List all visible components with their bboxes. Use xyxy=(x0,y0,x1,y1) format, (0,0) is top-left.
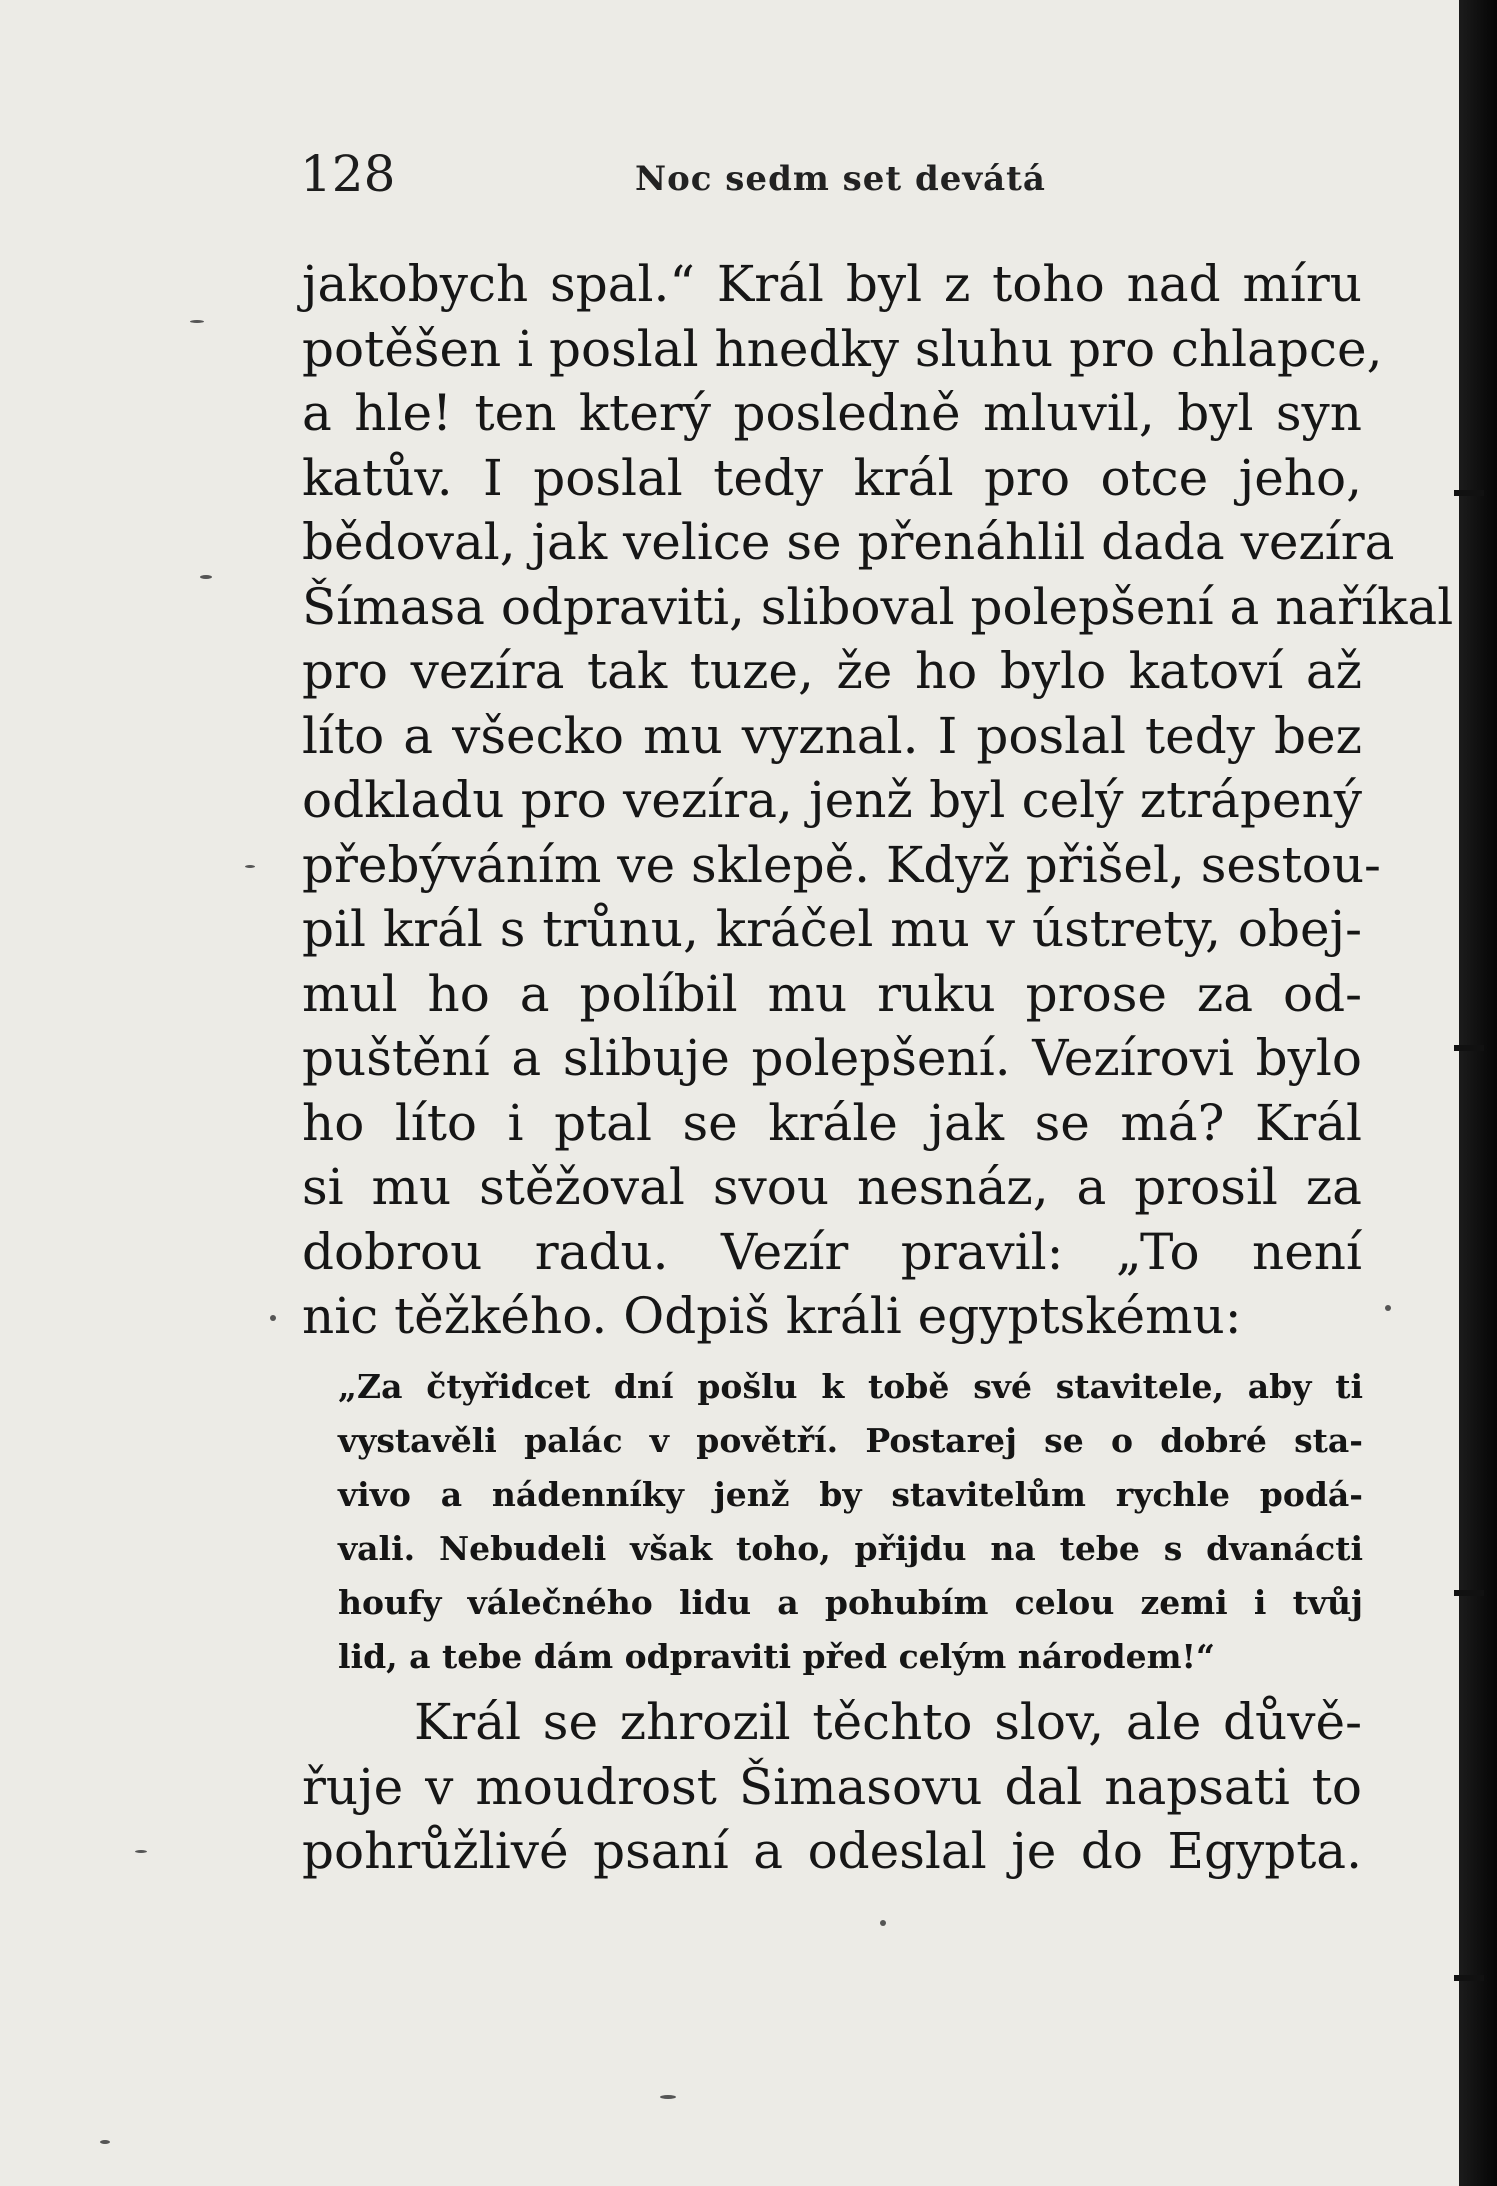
letter-line: vystavěli palác v povětří. Postarej se o dobré sta- xyxy=(338,1421,1363,1460)
letter-line: „Za čtyřidcet dní pošlu k tobě své stavitele, aby ti xyxy=(338,1367,1363,1406)
scan-speck xyxy=(245,865,255,868)
scan-speck xyxy=(880,1920,886,1926)
body-text xyxy=(302,252,1454,1349)
letter-line: lid, a tebe dám odpraviti před celým národem!“ xyxy=(338,1637,1216,1676)
closing-paragraph xyxy=(302,1690,1362,1884)
text-line: jakobych spal.“ Král byl z toho nad míru xyxy=(302,255,1362,313)
letter-line: houfy válečného lidu a pohubím celou zemi i tvůj xyxy=(338,1583,1363,1622)
text-line: puštění a slibuje polepšení. Vezírovi bylo xyxy=(302,1029,1362,1087)
text-line: líto a všecko mu vyznal. I poslal tedy bez xyxy=(302,706,1362,765)
letter-line: vali. Nebudeli však toho, přijdu na tebe s dvanácti xyxy=(338,1529,1363,1568)
scan-speck xyxy=(135,1850,147,1853)
text-line: a hle! ten který posledně mluvil, byl syn xyxy=(302,384,1362,442)
binding-mark xyxy=(1454,490,1484,496)
quoted-letter xyxy=(338,1360,1363,1684)
scan-speck xyxy=(1385,1305,1391,1311)
text-line: nic těžkého. Odpiš králi egyptskému: xyxy=(302,1287,1242,1345)
scan-speck xyxy=(200,575,212,579)
text-line: řuje v moudrost Šimasovu dal napsati to xyxy=(302,1757,1362,1816)
text-line: bědoval, jak velice se přenáhlil dada vezíra xyxy=(302,513,1395,571)
scan-speck xyxy=(660,2095,676,2099)
scan-speck xyxy=(100,2140,110,2144)
text-line: pro vezíra tak tuze, že ho bylo katoví až xyxy=(302,642,1362,700)
running-head: Noc sedm set devátá xyxy=(635,159,1046,199)
letter-line: vivo a nádenníky jenž by stavitelům rychle podá- xyxy=(338,1475,1363,1514)
text-line: přebýváním ve sklepě. Když přišel, sestou- xyxy=(302,835,1381,894)
text-line: ho líto i ptal se krále jak se má? Král xyxy=(302,1093,1362,1152)
page-header xyxy=(300,145,1380,205)
scan-speck xyxy=(190,320,204,323)
text-line: Šímasa odpraviti, sliboval polepšení a naříkal xyxy=(302,577,1454,636)
text-line: pil král s trůnu, kráčel mu v ústrety, obej- xyxy=(302,900,1362,958)
book-binding-edge xyxy=(1462,0,1497,2186)
text-line: katův. I poslal tedy král pro otce jeho, xyxy=(302,448,1362,507)
binding-mark xyxy=(1454,1590,1484,1596)
text-line: pohrůžlivé psaní a odeslal je do Egypta. xyxy=(302,1822,1362,1880)
text-line: odkladu pro vezíra, jenž byl celý ztrápený xyxy=(302,771,1362,829)
text-line: potěšen i poslal hnedky sluhu pro chlapce, xyxy=(302,319,1383,378)
binding-mark xyxy=(1454,1975,1484,1981)
text-line: mul ho a políbil mu ruku prose za od- xyxy=(302,964,1362,1023)
page-number: 128 xyxy=(300,145,396,203)
text-line: dobrou radu. Vezír pravil: „To není xyxy=(302,1222,1362,1281)
binding-mark xyxy=(1454,1045,1484,1051)
scan-speck xyxy=(270,1315,276,1321)
text-line: Král se zhrozil těchto slov, ale důvě- xyxy=(414,1693,1362,1751)
text-line: si mu stěžoval svou nesnáz, a prosil za xyxy=(302,1158,1362,1216)
